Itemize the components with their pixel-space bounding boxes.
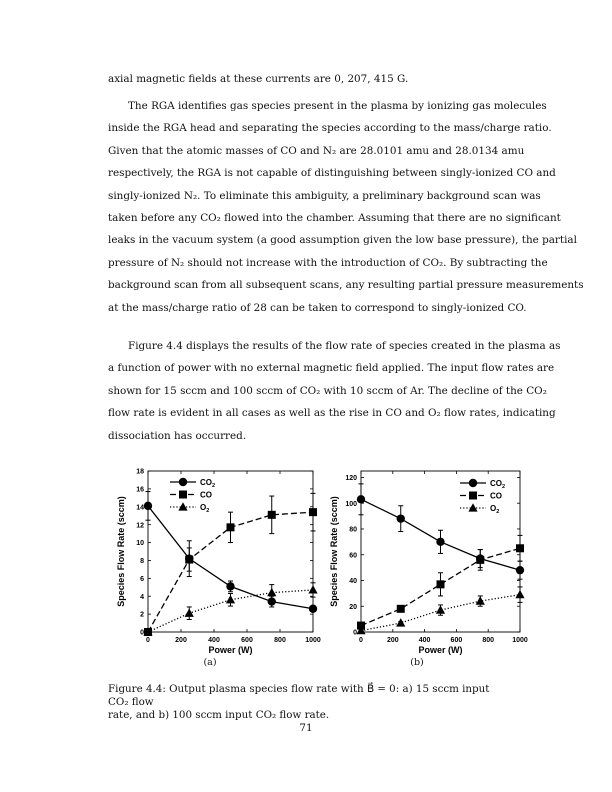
text-line: flow rate is evident in all cases as well as the rise in CO and O₂ flow rates, indicating: [108, 407, 556, 420]
legend-label: $O_2$: [200, 503, 210, 514]
text-line: pressure of N₂ should not increase with the introduction of CO₂. By subtracting the: [108, 256, 548, 269]
legend-circle-icon: [179, 478, 187, 486]
x-tick-label: 0: [146, 637, 150, 644]
y-tick-label: 0: [140, 629, 144, 637]
triangle-marker: [308, 585, 317, 593]
text-line: at the mass/charge ratio of 28 can be taken to correspond to singly-ionized CO.: [108, 301, 527, 314]
legend-label: $CO_2$: [200, 478, 216, 489]
y-tick-label: 18: [136, 468, 144, 476]
subfigure-label-a: (a): [203, 657, 217, 668]
chart-b-plot: [320, 462, 530, 657]
y-tick-label: 20: [349, 603, 357, 611]
y-tick-label: 8: [140, 558, 144, 566]
triangle-marker: [515, 590, 524, 598]
y-tick-label: 14: [136, 504, 144, 512]
square-marker: [397, 605, 405, 613]
y-tick-label: 4: [140, 593, 144, 601]
y-tick-label: 120: [345, 475, 357, 483]
triangle-marker: [436, 605, 445, 613]
text-line: respectively, the RGA is not capable of distinguishing between singly-ionized CO and: [108, 167, 556, 180]
caption-line-2: rate, and b) 100 sccm input CO₂ flow rate.: [108, 709, 330, 721]
triangle-marker: [267, 588, 276, 596]
paragraph-3: [108, 335, 561, 447]
x-tick-label: 800: [274, 637, 286, 644]
square-marker: [476, 556, 484, 564]
y-axis-label: Species Flow Rate (sccm): [329, 496, 339, 607]
text-line: leaks in the vacuum system (a good assumption given the low base pressure), the partial: [108, 234, 577, 247]
y-tick-label: 80: [349, 526, 357, 534]
x-axis-label: Power (W): [418, 645, 463, 655]
legend: [460, 479, 505, 515]
square-marker: [185, 556, 193, 564]
x-tick-label: 400: [208, 637, 220, 644]
legend-label: CO: [490, 491, 502, 501]
triangle-marker: [396, 618, 405, 626]
x-tick-label: 600: [241, 637, 253, 644]
text-line: shown for 15 sccm and 100 sccm of CO₂ with 10 sccm of Ar. The decline of the CO₂: [108, 384, 547, 397]
legend-circle-icon: [469, 479, 477, 487]
page-number: 71: [299, 722, 313, 734]
paragraph-2: [108, 95, 584, 319]
paragraph-1: [108, 68, 504, 90]
series-co: [144, 490, 317, 636]
circle-marker: [226, 582, 234, 590]
circle-marker: [309, 605, 317, 613]
y-tick-label: 10: [136, 540, 144, 548]
x-tick-label: 800: [482, 637, 495, 644]
y-tick-label: 40: [349, 578, 357, 586]
circle-marker: [397, 514, 405, 522]
text-line: background scan from all subsequent scans, any resulting partial pressure measurements: [108, 279, 584, 292]
y-axis-label: Species Flow Rate (sccm): [116, 496, 126, 607]
text-line: inside the RGA head and separating the species according to the mass/charge ratio.: [108, 122, 552, 135]
y-tick-label: 2: [140, 611, 144, 619]
circle-marker: [436, 538, 444, 546]
chart-b: [320, 462, 530, 657]
text-line: Given that the atomic masses of CO and N₂ are 28.0101 amu and 28.0134 amu: [108, 144, 525, 157]
x-axis-label: Power (W): [208, 645, 253, 655]
y-tick-label: 100: [345, 500, 357, 508]
circle-marker: [144, 502, 152, 510]
y-tick-label: 0: [353, 629, 357, 637]
figure-caption: [108, 683, 508, 722]
square-marker: [309, 508, 317, 516]
text-line: Figure 4.4 displays the results of the flow rate of species created in the plasma as: [128, 340, 561, 352]
text-line: The RGA identifies gas species present in the plasma by ionizing gas molecules: [128, 100, 547, 112]
triangle-marker: [226, 595, 235, 603]
caption-line-1: Figure 4.4: Output plasma species flow rate with B⃗ = 0: a) 15 sccm input CO₂ flow: [108, 683, 490, 708]
chart-a: [108, 462, 323, 657]
y-tick-label: 16: [136, 486, 144, 494]
square-marker: [516, 544, 524, 552]
text-line: a function of power with no external magnetic field applied. The input flow rates are: [108, 362, 555, 375]
y-tick-label: 6: [140, 575, 144, 583]
legend-square-icon: [179, 491, 187, 499]
circle-marker: [516, 566, 524, 574]
legend-label: $CO_2$: [490, 479, 506, 490]
triangle-marker: [476, 596, 485, 604]
x-tick-label: 400: [418, 637, 431, 644]
x-tick-label: 200: [386, 637, 399, 644]
square-marker: [227, 523, 235, 531]
subfigure-label-b: (b): [410, 657, 424, 668]
square-marker: [268, 511, 276, 519]
legend-label: CO: [200, 490, 212, 500]
text-line: dissociation has occurred.: [108, 429, 247, 442]
y-tick-label: 12: [136, 522, 144, 530]
x-tick-label: 600: [450, 637, 463, 644]
legend: [170, 478, 215, 514]
y-tick-label: 60: [349, 552, 357, 560]
x-tick-label: 1000: [512, 637, 528, 644]
text-line: axial magnetic fields at these currents are 0, 207, 415 G.: [108, 73, 409, 85]
circle-marker: [357, 495, 365, 503]
text-line: taken before any CO₂ flowed into the chamber. Assuming that there are no significant: [108, 211, 561, 224]
square-marker: [437, 580, 445, 588]
text-line: singly-ionized N₂. To eliminate this ambiguity, a preliminary background scan was: [108, 189, 541, 202]
x-tick-label: 200: [175, 637, 187, 644]
legend-square-icon: [469, 492, 477, 500]
x-tick-label: 1000: [305, 637, 321, 644]
legend-label: $O_2$: [490, 504, 500, 515]
x-tick-label: 0: [359, 637, 363, 644]
chart-a-plot: [108, 462, 323, 657]
